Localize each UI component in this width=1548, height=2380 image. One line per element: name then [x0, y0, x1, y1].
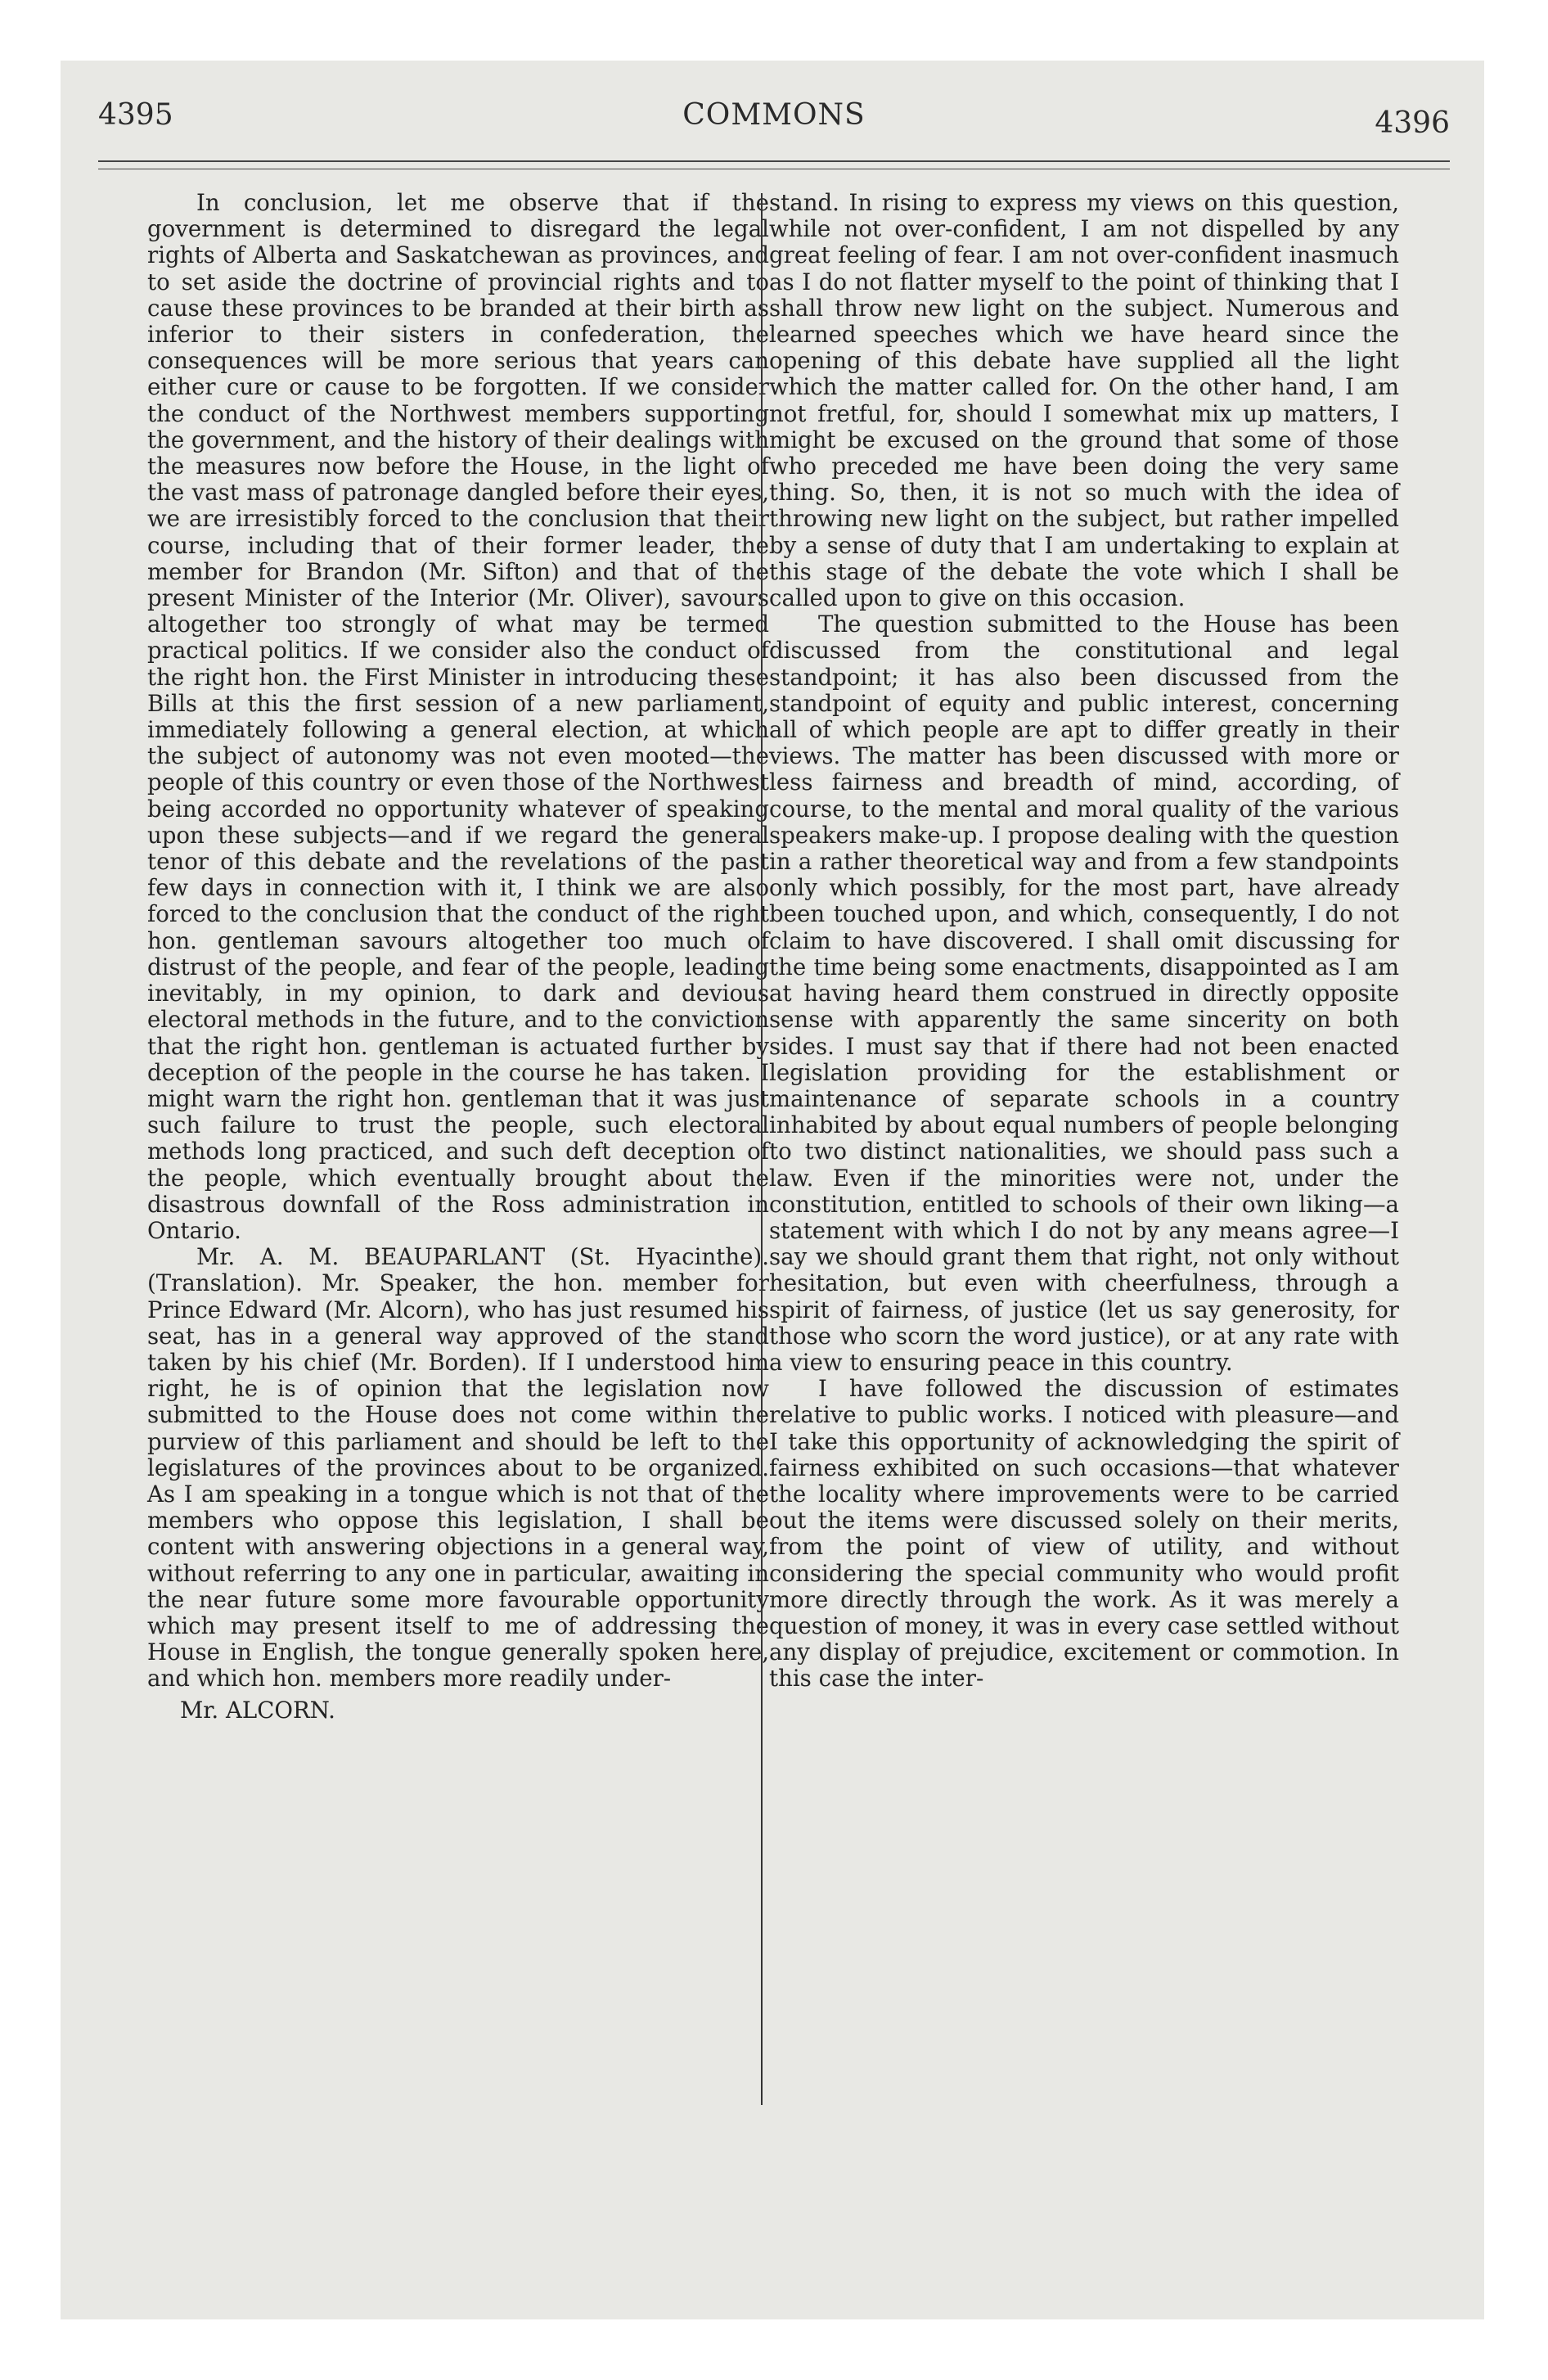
header-rule: [98, 160, 1450, 162]
right-column: [769, 190, 1399, 1693]
paragraph-stand: stand. In rising to express my views on this question, while not over-confident, I am not dispelled by any great feeling of fear. I am not over-confident inasmuch as I do not flatter myself to the point of thinking that I shall throw new light on the subject. Numerous and learned speeches which we have heard since the opening of this debate have supplied all the light which the matter called for. On the other hand, I am not fretful, for, should I somewhat mix up matters, I might be excused on the ground that some of those who preceded me have been doing the very same thing. So, then, it is not so much with the idea of throwing new light on the subject, but rather impelled by a sense of duty that I am undertaking to explain at this stage of the debate the vote which I shall be called upon to give on this occasion.: [769, 189, 1399, 612]
right-page-number: 4396: [1375, 106, 1450, 140]
paragraph-beauparlant: Mr. A. M. BEAUPARLANT (St. Hyacinthe). (Translation). Mr. Speaker, the hon. member for Prince Edward (Mr. Alcorn), who has just resumed his seat, has in a general way approved of the stand taken by his chief (Mr. Borden). If I understood him right, he is of opinion that the legislation now submitted to the House does not come within the purview of this parliament and should be left to the legislatures of the provinces about to be organized. As I am speaking in a tongue which is not that of the members who oppose this legislation, I shall be content with answering objections in a general way, without referring to any one in particular, awaiting in the near future some more favourable opportunity which may present itself to me of addressing the House in English, the tongue generally spoken here, and which hon. members more readily under-: [147, 1243, 769, 1693]
paragraph-question: The question submitted to the House has been discussed from the constitutional and legal standpoint; it has also been discussed from the standpoint of equity and public interest, concerning all of which people are apt to differ greatly in their views. The matter has been discussed with more or less fairness and breadth of mind, according, of course, to the mental and moral quality of the various speakers make-up. I propose dealing with the question in a rather theoretical way and from a few standpoints only which possibly, for the most part, have already been touched upon, and which, consequently, I do not claim to have discovered. I shall omit discussing for the time being some enactments, disappointed as I am at having heard them construed in directly opposite sense with apparently the same sincerity on both sides. I must say that if there had not been enacted legislation providing for the establishment or maintenance of separate schools in a country inhabited by about equal numbers of people belonging to two distinct nationalities, we should pass such a law. Even if the minorities were not, under the constitution, entitled to schools of their own liking—a statement with which I do not by any means agree—I say we should grant them that right, not only without hesitation, but even with cheerfulness, through a spirit of fairness, of justice (let us say generosity, for those who scorn the word justice), or at any rate with a view to ensuring peace in this country.: [769, 611, 1399, 1376]
left-column: [147, 190, 769, 1724]
running-title: COMMONS: [682, 98, 866, 132]
paragraph-estimates: I have followed the discussion of estimates relative to public works. I noticed with pleasure—and I take this opportunity of acknowledging the spirit of fairness exhibited on such occasions—that whatever the locality where improvements were to be carried out the items were discussed solely on their merits, from the point of view of utility, and without considering the special community who would profit more directly through the work. As it was merely a question of money, it was in every case settled without any display of prejudice, excitement or commotion. In this case the inter-: [769, 1375, 1399, 1693]
paragraph-conclusion: In conclusion, let me observe that if the government is determined to disregard the legal rights of Alberta and Saskatchewan as provinces, and to set aside the doctrine of provincial rights and to cause these provinces to be branded at their birth as inferior to their sisters in confederation, the consequences will be more serious that years can either cure or cause to be forgotten. If we consider the conduct of the Northwest members supporting the government, and the history of their dealings with the measures now before the House, in the light of the vast mass of patronage dangled before their eyes, we are irresistibly forced to the conclusion that their course, including that of their former leader, the member for Brandon (Mr. Sifton) and that of the present Minister of the Interior (Mr. Oliver), savours altogether too strongly of what may be termed practical politics. If we consider also the conduct of the right hon. the First Minister in introducing these Bills at this the first session of a new parliament, immediately following a general election, at which the subject of autonomy was not even mooted—the people of this country or even those of the Northwest being accorded no opportunity whatever of speaking upon these subjects—and if we regard the general tenor of this debate and the revelations of the past few days in connection with it, I think we are also forced to the conclusion that the conduct of the right hon. gentleman savours altogether too much of distrust of the people, and fear of the people, leading inevitably, in my opinion, to dark and devious electoral methods in the future, and to the conviction that the right hon. gentleman is actuated further by deception of the people in the course he has taken. I might warn the right hon. gentleman that it was just such failure to trust the people, such electoral methods long practiced, and such deft deception of the people, which eventually brought about the disastrous downfall of the Ross administration in Ontario.: [147, 189, 769, 1244]
left-page-number: 4395: [98, 98, 173, 132]
speaker-footer: Mr. ALCORN.: [180, 1696, 335, 1724]
page-header: [98, 98, 1450, 156]
column-divider: [761, 193, 763, 2105]
